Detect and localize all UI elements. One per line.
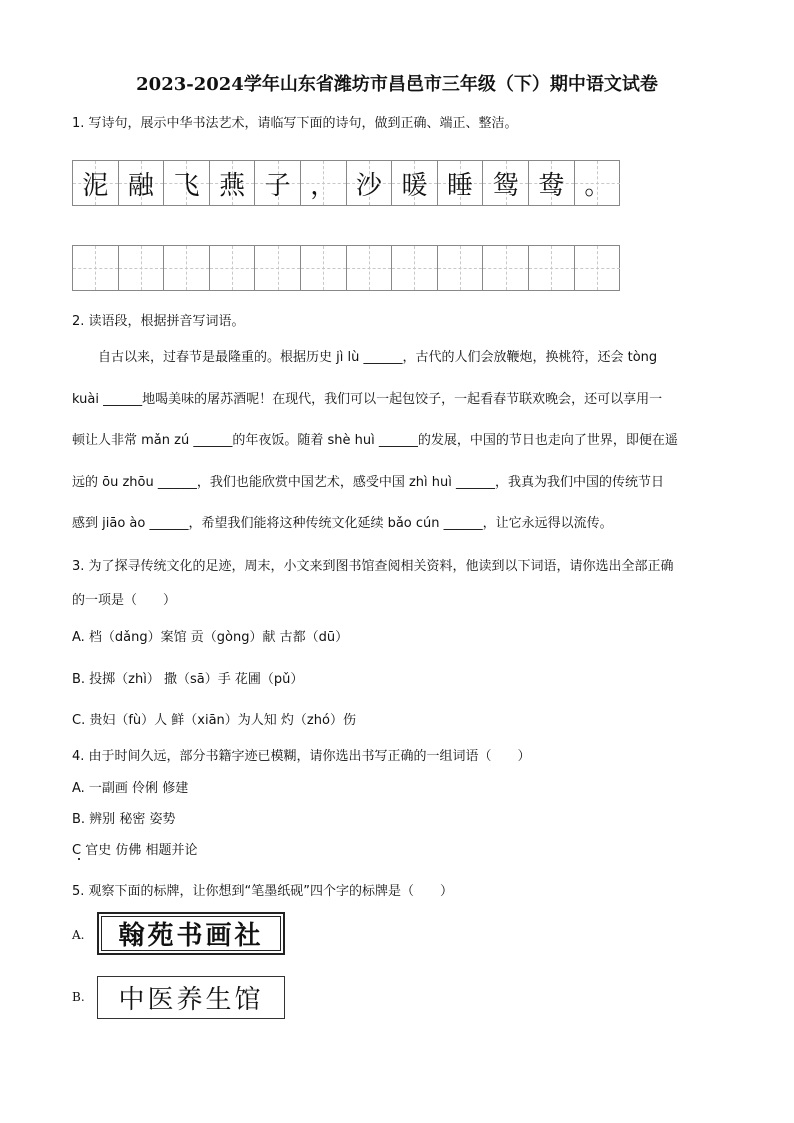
blank-grid-cell[interactable] xyxy=(210,246,256,290)
grid-cell xyxy=(347,161,393,205)
blank-grid-cell[interactable] xyxy=(483,246,529,290)
sign-a-calligraphy: 翰苑书画社 xyxy=(97,912,285,955)
grid-cell xyxy=(575,161,621,205)
stray-dot xyxy=(78,858,80,860)
question-5-text: 5. 观察下面的标牌，让你想到“笔墨纸砚”四个字的标牌是（ ） xyxy=(72,884,454,899)
grid-cell xyxy=(255,161,301,205)
sign-b-calligraphy: 中医养生馆 xyxy=(97,976,285,1019)
grid-character: 融 xyxy=(127,170,154,201)
grid-cell xyxy=(164,161,210,205)
grid-character: 鸳 xyxy=(492,170,519,201)
blank-grid-cell[interactable] xyxy=(438,246,484,290)
grid-character: ， xyxy=(310,170,337,201)
grid-character: 子 xyxy=(264,170,291,201)
blank-grid-cell[interactable] xyxy=(301,246,347,290)
grid-cell xyxy=(119,161,165,205)
blank-grid-cell[interactable] xyxy=(119,246,165,290)
grid-character: 沙 xyxy=(355,170,382,201)
blank-grid-cell[interactable] xyxy=(73,246,119,290)
grid-character: 暖 xyxy=(401,170,428,201)
grid-cell xyxy=(529,161,575,205)
question-1-text: 1. 写诗句，展示中华书法艺术，请临写下面的诗句，做到正确、端正、整洁。 xyxy=(72,116,518,131)
question-3-option-b: B. 投掷（zhì） 撒（sā）手 花圃（pǔ） xyxy=(72,672,304,687)
passage-line-4: 远的 ōu zhōu ______，我们也能欣赏中国艺术，感受中国 zhì huì ______，我真为我们中国的传统节日 xyxy=(72,475,665,490)
grid-cell xyxy=(483,161,529,205)
grid-character: 鸯 xyxy=(538,170,565,201)
question-4-option-c: C 官史 仿佛 相题并论 xyxy=(72,843,198,858)
grid-character: 燕 xyxy=(219,170,246,201)
blank-grid-cell[interactable] xyxy=(575,246,621,290)
blank-grid-cell[interactable] xyxy=(392,246,438,290)
question-2-text: 2. 读语段，根据拼音写词语。 xyxy=(72,314,245,329)
exam-title: 2023-2024学年山东省潍坊市昌邑市三年级（下）期中语文试卷 xyxy=(136,74,658,95)
sign-label-b: B. xyxy=(72,990,85,1004)
copy-grid-blank xyxy=(72,245,620,291)
question-3-option-a: A. 档（dǎng）案馆 贡（gòng）献 古都（dū） xyxy=(72,630,349,645)
question-4-option-a: A. 一副画 伶俐 修建 xyxy=(72,781,189,796)
blank-grid-cell[interactable] xyxy=(347,246,393,290)
passage-line-1: 自古以来，过春节是最隆重的。根据历史 jì lù ______，古代的人们会放鞭炮，换桃符，还会 tòng xyxy=(98,350,658,365)
sign-label-a: A. xyxy=(72,928,85,942)
question-3-text: 3. 为了探寻传统文化的足迹，周末，小文来到图书馆查阅相关资料，他读到以下词语，请你选出全部正确 xyxy=(72,559,674,574)
grid-character: 睡 xyxy=(447,170,474,201)
question-4-text: 4. 由于时间久远，部分书籍字迹已模糊，请你选出书写正确的一组词语（ ） xyxy=(72,749,531,764)
question-3-option-c: C. 贵妇（fù）人 鲜（xiān）为人知 灼（zhó）伤 xyxy=(72,713,356,728)
passage-line-2: kuài ______地喝美味的屠苏酒呢！在现代，我们可以一起包饺子，一起看春节联欢晚会，还可以享用一 xyxy=(72,392,663,407)
blank-grid-cell[interactable] xyxy=(529,246,575,290)
grid-character: 泥 xyxy=(82,170,109,201)
grid-cell xyxy=(73,161,119,205)
grid-cell xyxy=(438,161,484,205)
passage-line-5: 感到 jiāo ào ______，希望我们能将这种传统文化延续 bǎo cún ______，让它永远得以流传。 xyxy=(72,516,613,531)
passage-line-3: 顿让人非常 mǎn zú ______的年夜饭。随着 shè huì ______的发展，中国的节日也走向了世界，即便在遥 xyxy=(72,433,678,448)
grid-character: 飞 xyxy=(173,170,200,201)
question-4-option-b: B. 辨别 秘密 姿势 xyxy=(72,812,176,827)
blank-grid-cell[interactable] xyxy=(255,246,301,290)
blank-grid-cell[interactable] xyxy=(164,246,210,290)
question-3-text-cont: 的一项是（ ） xyxy=(72,593,177,608)
grid-cell xyxy=(210,161,256,205)
grid-cell xyxy=(392,161,438,205)
grid-character: 。 xyxy=(584,170,611,201)
grid-cell xyxy=(301,161,347,205)
copy-grid-filled xyxy=(72,160,620,206)
